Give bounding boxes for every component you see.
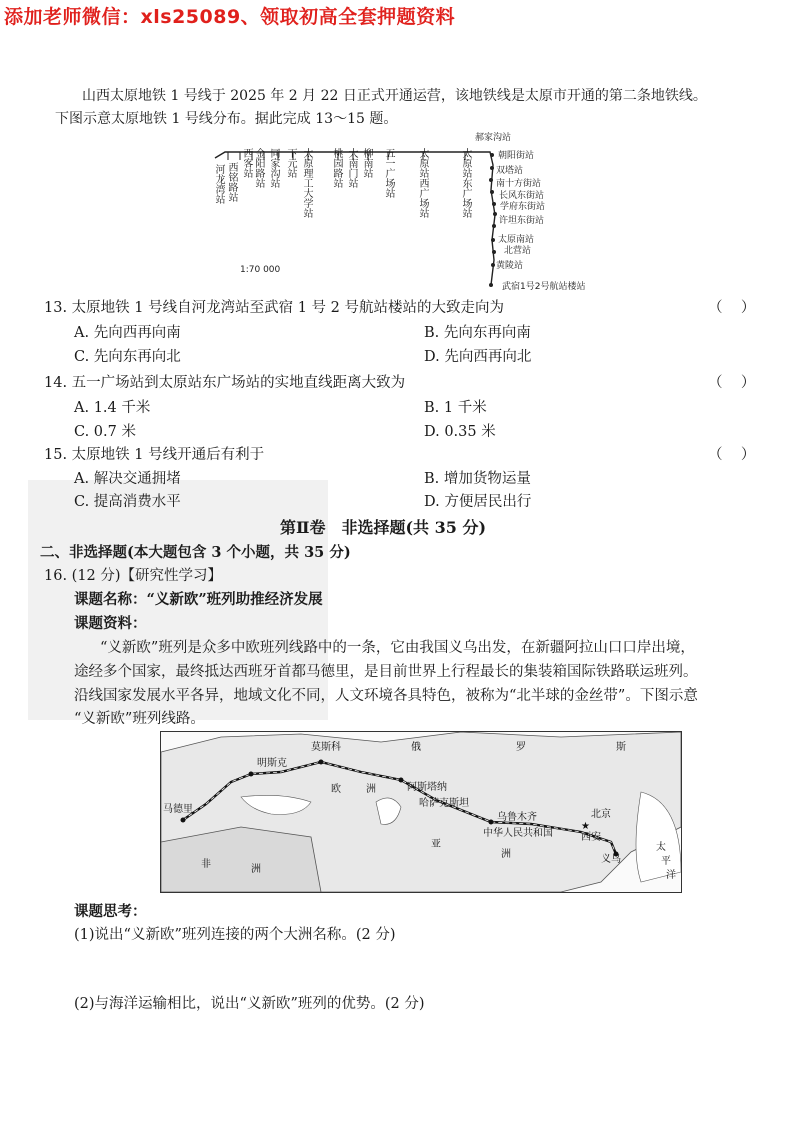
label-beijing: 北京 — [591, 809, 611, 820]
thinking-label: 课题思考： — [74, 903, 147, 920]
question-number: 14. — [44, 375, 68, 391]
label-kazakhstan: 哈萨克斯坦 — [419, 798, 469, 809]
label-asia: 亚 — [431, 839, 441, 850]
star-beijing: ★ — [581, 821, 590, 832]
station-label: 长风东街站 — [499, 191, 545, 201]
question-13 — [44, 296, 504, 317]
answer-paren: （ ） — [708, 447, 756, 463]
yixinou-route-map — [160, 731, 682, 893]
station-label: 许坦东街站 — [499, 216, 545, 226]
answer-paren: （ ） — [708, 300, 756, 316]
station-label: 太原站西广场站 — [417, 148, 428, 218]
option-b: B. 1 千米 — [424, 400, 487, 416]
question-14 — [44, 371, 405, 392]
station-label: 学府东街站 — [500, 202, 546, 212]
station-label: 太原理工大学站 — [301, 148, 312, 218]
question-16-label: 16. (12 分)【研究性学习】 — [44, 568, 223, 584]
label-europe: 欧 — [331, 784, 341, 795]
metro-map — [205, 130, 605, 295]
label-yiwu: 义乌 — [601, 854, 621, 865]
station-label: 朝阳街站 — [498, 151, 535, 161]
option-d: D. 0.35 米 — [424, 424, 496, 440]
station-label: 金阳路站 — [253, 148, 264, 188]
material-line: 沿线国家发展水平各异，地域文化不同，人文环境各具特色，被称为“北半球的金丝带”。下图示意 — [74, 688, 698, 704]
label-europe: 洲 — [366, 784, 376, 795]
material-line: 途经多个国家，最终抵达西班牙首都马德里，是目前世界上行程最长的集装箱国际铁路联运班列。 — [74, 664, 698, 680]
station-label: 河龙湾站 — [213, 164, 224, 204]
sub-question-1: (1)说出“义新欧”班列连接的两个大洲名称。(2 分) — [74, 927, 396, 943]
station-label: 下元站 — [285, 148, 296, 178]
option-a: A. 解决交通拥堵 — [74, 471, 181, 487]
question-stem: 太原地铁 1 号线开通后有利于 — [71, 447, 265, 463]
intro-line-2: 下图示意太原地铁 1 号线分布。据此完成 13～15 题。 — [55, 111, 398, 127]
station-label: 桃园路站 — [331, 148, 342, 188]
label-xian: 西安 — [581, 832, 601, 843]
metro-map-lines — [205, 130, 605, 295]
material-line: “义新欧”班列是众多中欧班列线路中的一条，它由我国义乌出发，在新疆阿拉山口口岸出境， — [100, 640, 695, 656]
question-stem: 五一广场站到太原站东广场站的实地直线距离大致为 — [71, 375, 406, 391]
option-d: D. 方便居民出行 — [424, 494, 532, 510]
label-moscow: 莫斯科 — [311, 742, 341, 753]
question-number: 15. — [44, 447, 68, 463]
station-label: 黄陵站 — [496, 261, 524, 271]
station-label: 西铭路站 — [226, 162, 237, 202]
label-ocean: 太 — [656, 842, 666, 853]
question-15 — [44, 443, 264, 464]
section-title: 第Ⅱ卷 非选择题(共 35 分) — [280, 518, 487, 537]
question-number: 13. — [44, 300, 68, 316]
label-ocean: 洋 — [666, 870, 676, 881]
station-label: 西客站 — [241, 148, 252, 178]
station-label: 双塔站 — [496, 166, 524, 176]
section-heading: 二、非选择题(本大题包含 3 个小题，共 35 分) — [40, 544, 351, 561]
label-russia: 斯 — [616, 742, 626, 753]
label-asia: 洲 — [501, 849, 511, 860]
option-c: C. 提高消费水平 — [74, 494, 181, 510]
station-label: 北营站 — [504, 246, 532, 256]
route-map-svg — [161, 732, 681, 892]
station-label: 五一广场站 — [383, 148, 394, 198]
label-ocean: 平 — [661, 856, 671, 867]
option-b: B. 增加货物运量 — [424, 471, 531, 487]
option-d: D. 先向西再向北 — [424, 349, 532, 365]
label-africa: 洲 — [251, 864, 261, 875]
watermark-banner: 添加老师微信：xls25089、领取初高全套押题资料 — [4, 6, 456, 28]
label-madrid: 马德里 — [163, 804, 193, 815]
station-label: 太原站东广场站 — [460, 148, 471, 218]
option-b: B. 先向东再向南 — [424, 325, 531, 341]
map-scale: 1:70 000 — [240, 265, 281, 275]
label-astana: 阿斯塔纳 — [407, 782, 447, 793]
label-russia: 俄 — [411, 742, 421, 753]
label-africa: 非 — [201, 859, 211, 870]
station-label: 郝家沟站 — [475, 133, 512, 143]
option-c: C. 0.7 米 — [74, 424, 136, 440]
question-stem: 太原地铁 1 号线自河龙湾站至武宿 1 号 2 号航站楼站的大致走向为 — [71, 300, 505, 316]
station-label: 同家沟站 — [268, 148, 279, 188]
station-label: 南十方街站 — [496, 179, 542, 189]
station-label: 大南门站 — [346, 148, 357, 188]
sub-question-2: (2)与海洋运输相比，说出“义新欧”班列的优势。(2 分) — [74, 996, 425, 1012]
station-label: 太原南站 — [498, 235, 535, 245]
option-a: A. 先向西再向南 — [74, 325, 181, 341]
material-label: 课题资料： — [74, 615, 147, 632]
label-russia: 罗 — [516, 742, 526, 753]
option-a: A. 1.4 千米 — [74, 400, 151, 416]
label-minsk: 明斯克 — [257, 758, 287, 769]
station-label: 柳南站 — [361, 148, 372, 178]
option-c: C. 先向东再向北 — [74, 349, 181, 365]
answer-paren: （ ） — [708, 375, 756, 391]
label-urumqi: 乌鲁木齐 — [497, 812, 537, 823]
topic-name: 课题名称：“义新欧”班列助推经济发展 — [74, 591, 323, 608]
material-line: “义新欧”班列线路。 — [74, 711, 205, 727]
intro-line-1: 山西太原地铁 1 号线于 2025 年 2 月 22 日正式开通运营，该地铁线是太原市开通的第二条地铁线。 — [82, 88, 707, 104]
station-label: 武宿1号2号航站楼站 — [502, 282, 586, 292]
label-china: 中华人民共和国 — [483, 828, 553, 839]
